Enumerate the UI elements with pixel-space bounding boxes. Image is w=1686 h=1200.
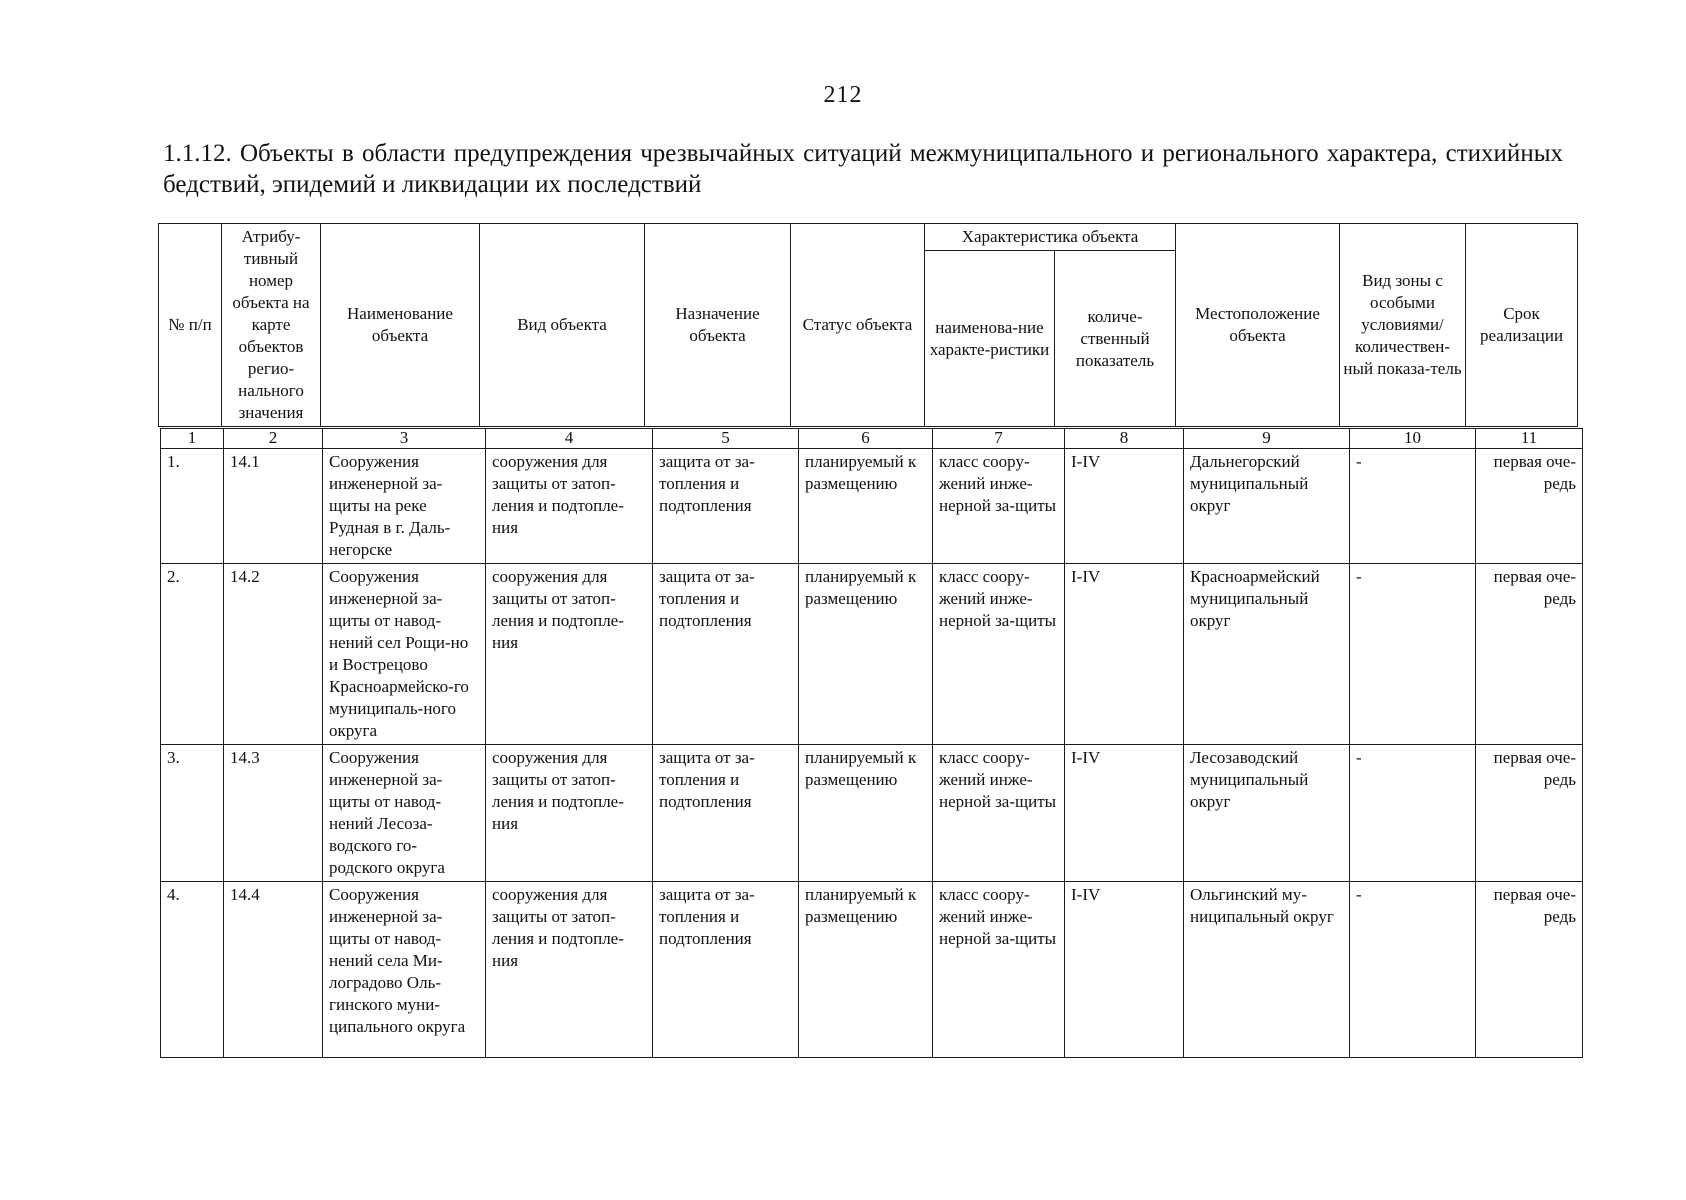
row-name: Сооружения инженерной за-щиты на реке Рудная в г. Даль-негорске	[323, 449, 486, 564]
header-characteristic-group: Характеристика объекта	[925, 224, 1176, 251]
row-num: 1.	[161, 449, 224, 564]
row-zone: -	[1350, 449, 1476, 564]
row-status: планируемый к размещению	[799, 882, 933, 1058]
row-name: Сооружения инженерной за-щиты от навод-нений села Ми-лоградово Оль-гинского муни-ципального округа	[323, 882, 486, 1058]
column-number: 1	[161, 429, 224, 449]
row-char-name: класс соору-жений инже-нерной за-щиты	[933, 745, 1065, 882]
row-kind: сооружения для защиты от затоп-ления и подтопле-ния	[486, 449, 653, 564]
header-status: Статус объекта	[791, 224, 925, 427]
table-header	[158, 223, 1578, 427]
row-kind: сооружения для защиты от затоп-ления и подтопле-ния	[486, 564, 653, 745]
header-char-value: количе-ственный показатель	[1055, 251, 1176, 427]
row-location: Ольгинский му-ниципальный округ	[1184, 882, 1350, 1058]
row-kind: сооружения для защиты от затоп-ления и подтопле-ния	[486, 882, 653, 1058]
row-purpose: защита от за-топления и подтопления	[653, 882, 799, 1058]
column-number: 8	[1065, 429, 1184, 449]
row-attr: 14.4	[224, 882, 323, 1058]
header-kind: Вид объекта	[480, 224, 645, 427]
column-number: 9	[1184, 429, 1350, 449]
table-row	[161, 745, 1583, 882]
header-num: № п/п	[159, 224, 222, 427]
column-number: 5	[653, 429, 799, 449]
row-char-value: I-IV	[1065, 745, 1184, 882]
section-title: 1.1.12. Объекты в области предупреждения чрезвычайных ситуаций межмуниципального и регионального характера, стихийных бедствий, эпидемий и ликвидации их последствий	[163, 140, 1563, 198]
column-number: 10	[1350, 429, 1476, 449]
row-char-value: I-IV	[1065, 882, 1184, 1058]
row-char-value: I-IV	[1065, 564, 1184, 745]
header-name: Наименование объекта	[321, 224, 480, 427]
header-deadline: Срок реализации	[1466, 224, 1578, 427]
row-name: Сооружения инженерной за-щиты от навод-нений сел Рощи-но и Вострецово Красноармейско-го муниципаль-ного округа	[323, 564, 486, 745]
data-table	[160, 428, 1583, 1058]
row-deadline: первая оче-редь	[1476, 745, 1583, 882]
column-number-row	[161, 429, 1583, 449]
column-number: 2	[224, 429, 323, 449]
row-status: планируемый к размещению	[799, 449, 933, 564]
row-location: Дальнегорский муниципальный округ	[1184, 449, 1350, 564]
row-char-name: класс соору-жений инже-нерной за-щиты	[933, 449, 1065, 564]
row-num: 2.	[161, 564, 224, 745]
row-zone: -	[1350, 882, 1476, 1058]
row-attr: 14.3	[224, 745, 323, 882]
column-number: 6	[799, 429, 933, 449]
row-name: Сооружения инженерной за-щиты от навод-нений Лесоза-водского го-родского округа	[323, 745, 486, 882]
header-attr-num: Атрибу-тивный номер объекта на карте объектов регио-нального значения	[222, 224, 321, 427]
row-char-value: I-IV	[1065, 449, 1184, 564]
row-status: планируемый к размещению	[799, 564, 933, 745]
table-row	[161, 882, 1583, 1058]
header-purpose: Назначение объекта	[645, 224, 791, 427]
page-number: 212	[823, 82, 863, 108]
row-location: Лесозаводский муниципальный округ	[1184, 745, 1350, 882]
row-purpose: защита от за-топления и подтопления	[653, 745, 799, 882]
row-zone: -	[1350, 564, 1476, 745]
column-number: 7	[933, 429, 1065, 449]
column-number: 4	[486, 429, 653, 449]
row-char-name: класс соору-жений инже-нерной за-щиты	[933, 882, 1065, 1058]
row-kind: сооружения для защиты от затоп-ления и подтопле-ния	[486, 745, 653, 882]
row-purpose: защита от за-топления и подтопления	[653, 449, 799, 564]
row-purpose: защита от за-топления и подтопления	[653, 564, 799, 745]
row-attr: 14.1	[224, 449, 323, 564]
row-deadline: первая оче-редь	[1476, 564, 1583, 745]
row-zone: -	[1350, 745, 1476, 882]
header-zone: Вид зоны с особыми условиями/ количествен-ный показа-тель	[1340, 224, 1466, 427]
row-location: Красноармейский муниципальный округ	[1184, 564, 1350, 745]
row-deadline: первая оче-редь	[1476, 882, 1583, 1058]
table-row	[161, 449, 1583, 564]
row-num: 4.	[161, 882, 224, 1058]
table-row	[161, 564, 1583, 745]
row-num: 3.	[161, 745, 224, 882]
row-attr: 14.2	[224, 564, 323, 745]
row-deadline: первая оче-редь	[1476, 449, 1583, 564]
header-char-name: наименова-ние характе-ристики	[925, 251, 1055, 427]
header-location: Местоположение объекта	[1176, 224, 1340, 427]
row-char-name: класс соору-жений инже-нерной за-щиты	[933, 564, 1065, 745]
row-status: планируемый к размещению	[799, 745, 933, 882]
column-number: 3	[323, 429, 486, 449]
column-number: 11	[1476, 429, 1583, 449]
